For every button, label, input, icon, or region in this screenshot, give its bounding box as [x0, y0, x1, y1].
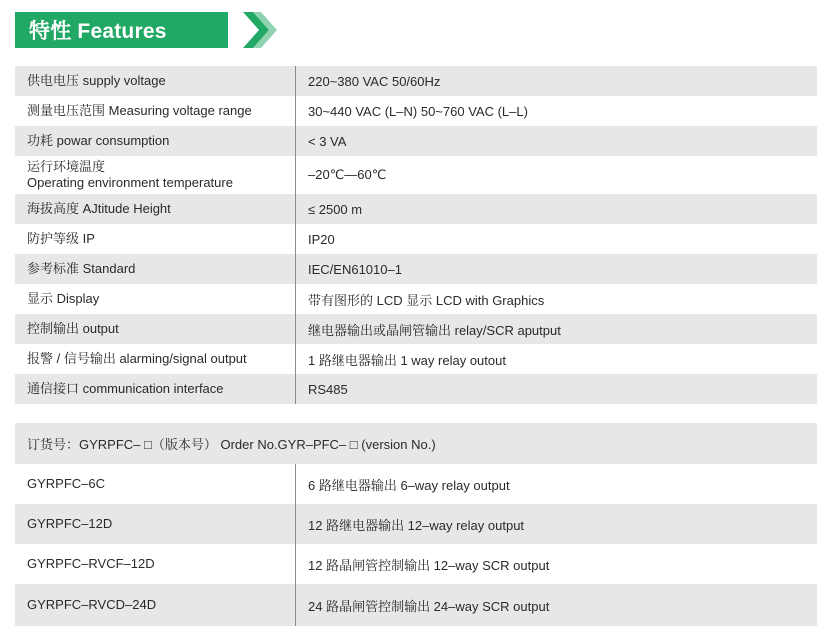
order-model: GYRPFC–6C — [15, 464, 296, 504]
features-title: 特性 Features — [15, 12, 228, 48]
feature-value: IEC/EN61010–1 — [308, 261, 402, 277]
feature-value: 30~440 VAC (L–N) 50~760 VAC (L–L) — [308, 103, 528, 119]
table-row — [15, 194, 817, 224]
table-row — [15, 584, 817, 626]
feature-label: 防护等级 IP — [15, 224, 296, 254]
order-description: 6 路继电器输出 6–way relay output — [308, 477, 510, 493]
table-row — [15, 464, 817, 504]
features-header — [15, 12, 228, 48]
feature-label: 测量电压范围 Measuring voltage range — [15, 96, 296, 126]
feature-value: ≤ 2500 m — [308, 201, 363, 217]
features-table — [15, 66, 817, 404]
feature-label: 通信接口 communication interface — [15, 374, 296, 404]
order-model: GYRPFC–12D — [15, 504, 296, 544]
feature-label-en: Operating environment temperature — [27, 175, 233, 190]
feature-label-cn: 运行环境温度 — [27, 159, 106, 174]
table-row — [15, 314, 817, 344]
order-model: GYRPFC–RVCD–24D — [15, 584, 296, 626]
table-row — [15, 254, 817, 284]
feature-label: 参考标准 Standard — [15, 254, 296, 284]
feature-value: 1 路继电器输出 1 way relay outout — [308, 352, 506, 368]
order-description: 12 路晶闸管控制输出 12–way SCR output — [308, 557, 550, 573]
table-row — [15, 374, 817, 404]
feature-label: 海拔高度 AJtitude Height — [15, 194, 296, 224]
feature-label: 显示 Display — [15, 284, 296, 314]
order-description: 12 路继电器输出 12–way relay output — [308, 517, 525, 533]
table-row — [15, 284, 817, 314]
table-row — [15, 96, 817, 126]
table-row — [15, 66, 817, 96]
table-row — [15, 126, 817, 156]
feature-label: 报警 / 信号输出 alarming/signal output — [15, 344, 296, 374]
order-number-heading: 订货号：GYRPFC– □（版本号） Order No.GYR–PFC– □ (version No.) — [15, 423, 817, 464]
table-row — [15, 344, 817, 374]
table-row — [15, 544, 817, 584]
feature-label: 控制输出 output — [15, 314, 296, 344]
order-model: GYRPFC–RVCF–12D — [15, 544, 296, 584]
table-row — [15, 224, 817, 254]
order-description: 24 路晶闸管控制输出 24–way SCR output — [308, 598, 550, 614]
feature-value: IP20 — [308, 231, 335, 247]
table-row — [15, 504, 817, 544]
feature-label: 供电电压 supply voltage — [15, 66, 296, 96]
double-chevron-right-icon — [239, 12, 279, 48]
feature-label — [15, 156, 296, 194]
feature-value: 继电器输出或晶闸管输出 relay/SCR aputput — [308, 322, 561, 338]
table-row — [15, 156, 817, 194]
order-table — [15, 464, 817, 626]
feature-value: RS485 — [308, 381, 348, 397]
feature-value: –20℃—60℃ — [308, 167, 387, 182]
feature-label: 功耗 powar consumption — [15, 126, 296, 156]
feature-value: 带有图形的 LCD 显示 LCD with Graphics — [308, 292, 545, 308]
feature-value: 220~380 VAC 50/60Hz — [308, 73, 441, 89]
feature-value: < 3 VA — [308, 133, 347, 149]
